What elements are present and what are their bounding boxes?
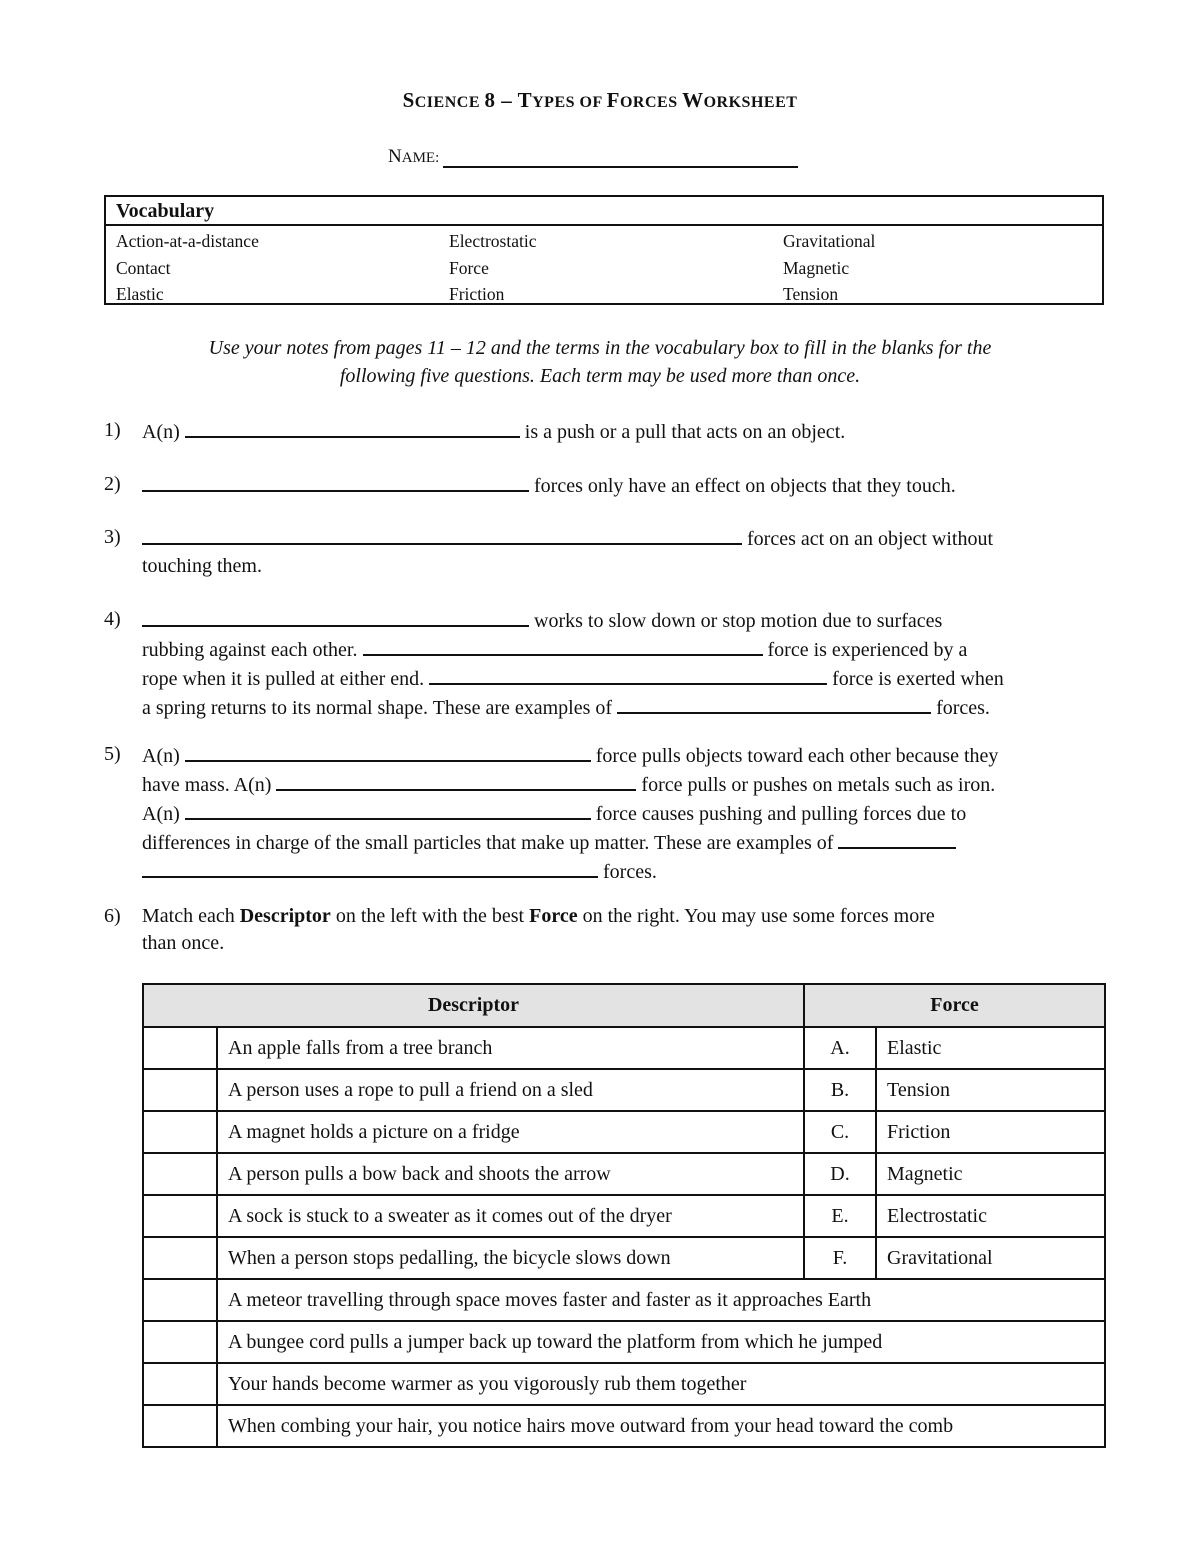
question-text: forces. <box>936 697 990 719</box>
descriptor-cell: A bungee cord pulls a jumper back up toward the platform from which he jumped <box>217 1321 1105 1363</box>
table-row <box>143 1321 1105 1363</box>
force-letter: E. <box>804 1195 876 1237</box>
force-letter: A. <box>804 1027 876 1069</box>
vocab-term: Contact <box>116 257 171 278</box>
answer-blank[interactable] <box>142 524 742 545</box>
question-text: force causes pushing and pulling forces due to <box>595 803 967 825</box>
question-number: 6) <box>104 905 121 927</box>
force-cell: Elastic <box>876 1027 1105 1069</box>
question-text: than once. <box>142 932 225 954</box>
descriptor-cell: A meteor travelling through space moves faster and faster as it approaches Earth <box>217 1279 1105 1321</box>
name-blank[interactable] <box>443 146 798 168</box>
vocab-term: Force <box>449 257 489 278</box>
answer-blank[interactable] <box>429 664 827 685</box>
question-number: 5) <box>104 743 121 765</box>
question-text: rope when it is pulled at either end. <box>142 668 425 690</box>
descriptor-cell: When a person stops pedalling, the bicycle slows down <box>217 1237 804 1279</box>
descriptor-cell: A person uses a rope to pull a friend on a sled <box>217 1069 804 1111</box>
question-text: force is exerted when <box>832 668 1004 690</box>
answer-blank[interactable] <box>142 471 529 492</box>
force-cell: Electrostatic <box>876 1195 1105 1237</box>
question-text: force pulls objects toward each other because they <box>595 745 999 767</box>
answer-cell[interactable] <box>143 1111 217 1153</box>
descriptor-cell: A magnet holds a picture on a fridge <box>217 1111 804 1153</box>
force-letter: C. <box>804 1111 876 1153</box>
title-part: YPES OF <box>532 94 607 111</box>
name-row <box>388 146 798 168</box>
question-text-bold: Descriptor <box>239 905 331 927</box>
force-cell: Friction <box>876 1111 1105 1153</box>
question-text: force is experienced by a <box>767 639 968 661</box>
answer-blank[interactable] <box>185 741 591 762</box>
title-part: ORCES <box>619 94 683 111</box>
question-text: is a push or a pull that acts on an object. <box>524 421 846 443</box>
question-body <box>142 741 998 886</box>
table-row <box>143 1363 1105 1405</box>
descriptor-cell: When combing your hair, you notice hairs move outward from your head toward the comb <box>217 1405 1105 1447</box>
table-row <box>143 1111 1105 1153</box>
vocab-term: Tension <box>783 284 839 304</box>
table-row <box>143 1405 1105 1447</box>
instructions-line: Use your notes from pages 11 – 12 and the terms in the vocabulary box to fill in the blanks for the <box>208 337 992 359</box>
question-text: on the right. You may use some forces more <box>577 905 935 927</box>
question-text: Match each <box>142 905 240 927</box>
question-text: forces only have an effect on objects that they touch. <box>534 475 956 497</box>
table-row <box>143 1279 1105 1321</box>
question-text: differences in charge of the small particles that make up matter. These are examples of <box>142 832 834 854</box>
force-cell: Tension <box>876 1069 1105 1111</box>
question-body <box>142 606 1004 722</box>
instructions <box>120 334 1080 390</box>
force-cell: Magnetic <box>876 1153 1105 1195</box>
question-text: A(n) <box>142 421 180 443</box>
question-text: works to slow down or stop motion due to surfaces <box>534 610 943 632</box>
answer-blank[interactable] <box>276 770 636 791</box>
vocabulary-box <box>104 195 1104 305</box>
answer-cell[interactable] <box>143 1405 217 1447</box>
answer-blank[interactable] <box>142 857 598 878</box>
name-label <box>388 146 439 167</box>
title-part: W <box>682 88 704 112</box>
answer-cell[interactable] <box>143 1195 217 1237</box>
answer-blank[interactable] <box>185 417 520 438</box>
title-part: S <box>402 88 415 112</box>
answer-cell[interactable] <box>143 1153 217 1195</box>
question-body <box>142 903 935 957</box>
answer-cell[interactable] <box>143 1321 217 1363</box>
force-letter: F. <box>804 1237 876 1279</box>
question-text: A(n) <box>142 745 180 767</box>
question-text: A(n) <box>142 803 180 825</box>
answer-blank[interactable] <box>838 828 956 849</box>
answer-blank[interactable] <box>185 799 591 820</box>
title-part: CIENCE <box>414 94 485 111</box>
name-label-small: AME: <box>401 150 440 166</box>
question-text-bold: Force <box>529 905 578 927</box>
question-text: touching them. <box>142 555 262 577</box>
question-number: 1) <box>104 419 121 441</box>
descriptor-cell: A person pulls a bow back and shoots the arrow <box>217 1153 804 1195</box>
descriptor-cell: Your hands become warmer as you vigorously rub them together <box>217 1363 1105 1405</box>
table-row <box>143 1153 1105 1195</box>
title-part: 8 – T <box>484 88 533 112</box>
vocab-term: Elastic <box>116 284 164 304</box>
table-row <box>143 1027 1105 1069</box>
question-text: have mass. A(n) <box>142 774 272 796</box>
instructions-line: following five questions. Each term may be used more than once. <box>339 365 861 387</box>
question-text: force pulls or pushes on metals such as iron. <box>641 774 996 796</box>
vocab-term: Friction <box>449 284 505 304</box>
vocab-term: Gravitational <box>783 231 876 251</box>
descriptor-cell: A sock is stuck to a sweater as it comes out of the dryer <box>217 1195 804 1237</box>
vocab-term: Action-at-a-distance <box>116 231 259 251</box>
question-text: forces. <box>603 861 657 883</box>
column-header-descriptor: Descriptor <box>143 984 804 1027</box>
question-text: a spring returns to its normal shape. These are examples of <box>142 697 613 719</box>
table-row <box>143 1195 1105 1237</box>
answer-cell[interactable] <box>143 1237 217 1279</box>
table-row <box>143 1069 1105 1111</box>
question-number: 3) <box>104 526 121 548</box>
vocabulary-grid <box>106 226 1102 308</box>
table-header-row <box>143 984 1105 1027</box>
question-body <box>142 417 845 446</box>
matching-table <box>142 983 1106 1448</box>
vocab-term: Magnetic <box>783 257 850 278</box>
force-letter: D. <box>804 1153 876 1195</box>
answer-cell[interactable] <box>143 1069 217 1111</box>
descriptor-cell: An apple falls from a tree branch <box>217 1027 804 1069</box>
question-text: forces act on an object without <box>747 528 994 550</box>
question-body <box>142 471 956 500</box>
answer-blank[interactable] <box>142 606 529 627</box>
force-letter: B. <box>804 1069 876 1111</box>
force-cell: Gravitational <box>876 1237 1105 1279</box>
vocab-term: Electrostatic <box>449 231 537 251</box>
vocabulary-heading: Vocabulary <box>106 197 1102 226</box>
answer-cell[interactable] <box>143 1279 217 1321</box>
question-text: on the left with the best <box>330 905 530 927</box>
table-row <box>143 1237 1105 1279</box>
question-number: 2) <box>104 473 121 495</box>
title-part: F <box>606 88 620 112</box>
question-number: 4) <box>104 608 121 630</box>
column-header-force: Force <box>804 984 1105 1027</box>
question-text: rubbing against each other. <box>142 639 358 661</box>
answer-cell[interactable] <box>143 1027 217 1069</box>
question-body <box>142 524 993 580</box>
worksheet-title <box>0 88 1200 113</box>
answer-blank[interactable] <box>617 693 931 714</box>
answer-blank[interactable] <box>363 635 763 656</box>
title-part: ORKSHEET <box>703 94 798 111</box>
answer-cell[interactable] <box>143 1363 217 1405</box>
name-label-big: N <box>388 146 402 167</box>
